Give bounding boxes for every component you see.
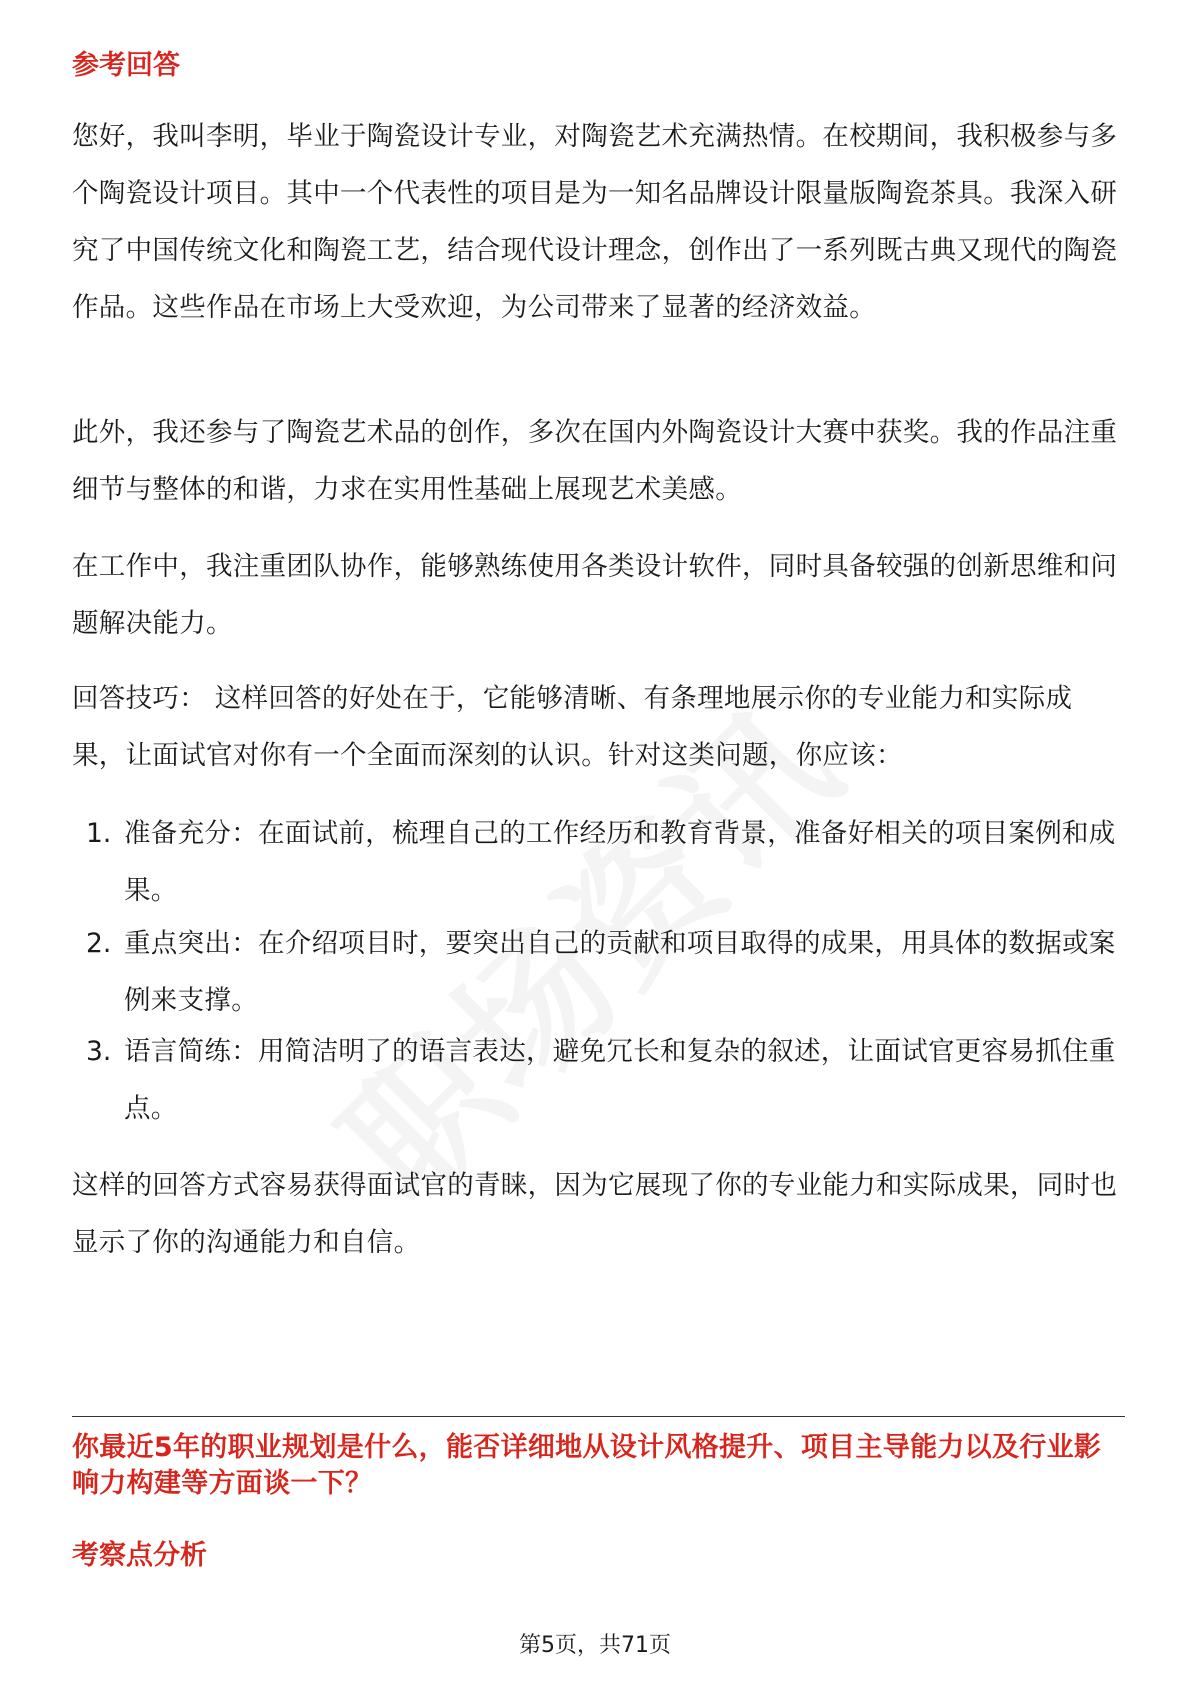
page-footer: 第5页，共71页 [519, 1633, 671, 1658]
list-text: 准备充分：在面试前，梳理自己的工作经历和教育背景，准备好相关的项目案例和成果。 [124, 818, 1116, 906]
list-number: 1. [86, 818, 112, 849]
list-item [72, 1023, 1122, 1137]
tips-intro: 回答技巧： 这样回答的好处在于，它能够清晰、有条理地展示你的专业能力和实际成果，让面试官对你有一个全面而深刻的认识。针对这类问题，你应该： [72, 683, 1073, 771]
list-number: 3. [86, 1036, 112, 1067]
list-item [72, 915, 1122, 1029]
list-number: 2. [86, 928, 112, 959]
reference-answer-heading: 参考回答 [72, 50, 180, 81]
section-divider [72, 1416, 1125, 1417]
analysis-heading: 考察点分析 [72, 1540, 207, 1571]
list-text: 重点突出：在介绍项目时，要突出自己的贡献和项目取得的成果，用具体的数据或案例来支撑。 [124, 928, 1116, 1016]
answer-paragraph-2: 此外，我还参与了陶瓷艺术品的创作，多次在国内外陶瓷设计大赛中获奖。我的作品注重细节与整体的和谐，力求在实用性基础上展现艺术美感。 [72, 417, 1118, 505]
next-question-heading: 你最近5年的职业规划是什么，能否详细地从设计风格提升、项目主导能力以及行业影响力构建等方面谈一下？ [72, 1432, 1102, 1499]
list-text: 语言简练：用简洁明了的语言表达，避免冗长和复杂的叙述，让面试官更容易抓住重点。 [124, 1036, 1116, 1124]
answer-paragraph-1: 您好，我叫李明，毕业于陶瓷设计专业，对陶瓷艺术充满热情。在校期间，我积极参与多个陶瓷设计项目。其中一个代表性的项目是为一知名品牌设计限量版陶瓷茶具。我深入研究了中国传统文化和陶瓷工艺，结合现代设计理念，创作出了一系列既古典又现代的陶瓷作品。这些作品在市场上大受欢迎，为公司带来了显著的经济效益。 [72, 121, 1118, 323]
answer-paragraph-3: 在工作中，我注重团队协作，能够熟练使用各类设计软件，同时具备较强的创新思维和问题解决能力。 [72, 551, 1118, 639]
tips-conclusion: 这样的回答方式容易获得面试官的青睐，因为它展现了你的专业能力和实际成果，同时也显示了你的沟通能力和自信。 [72, 1170, 1118, 1258]
list-item [72, 805, 1122, 919]
